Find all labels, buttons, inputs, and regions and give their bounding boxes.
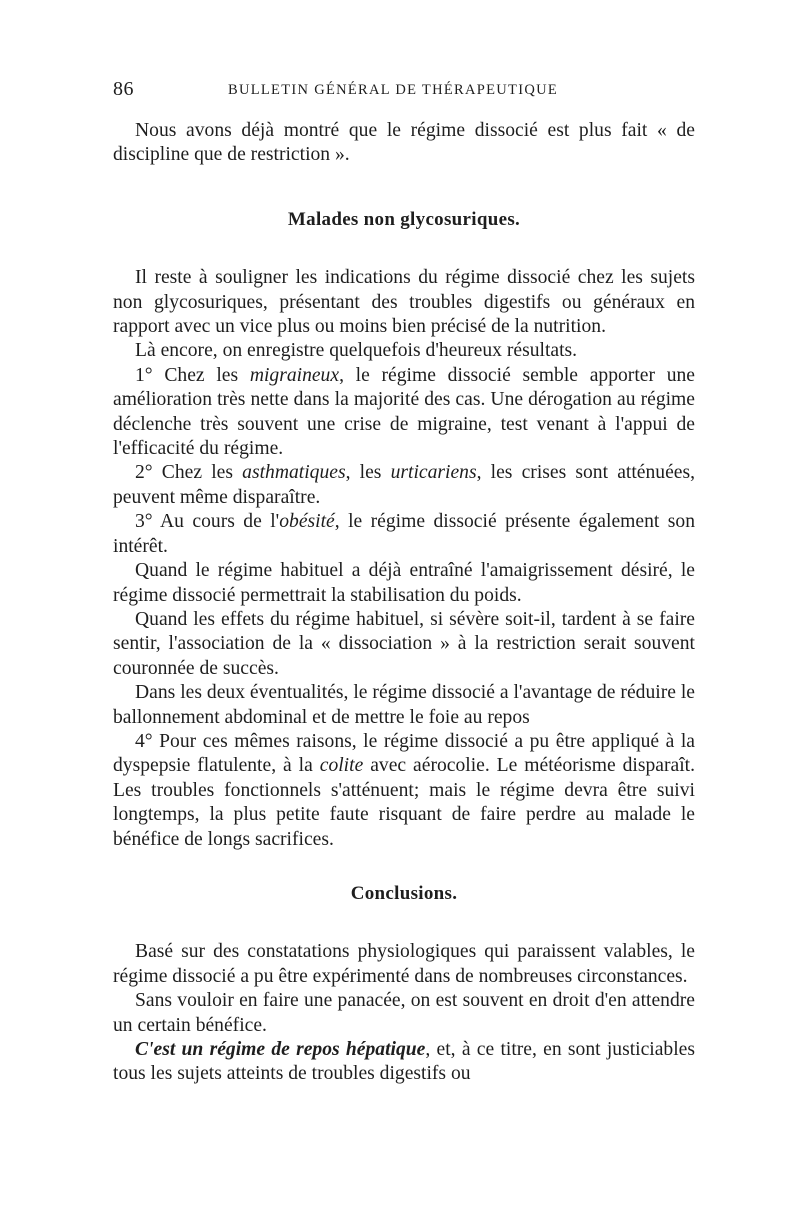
paragraph-constatations: Basé sur des constatations physiologiques qui paraissent valables, le régime dissocié a pu être expérimenté dans de nombreuses circonstances. [113,941,695,987]
paragraph-restriction: Quand les effets du régime habituel, si sévère soit-il, tardent à se faire sentir, l'association de la « dissociation » à la restriction serait souvent couronnée de succès. [113,608,695,679]
section-heading-malades: Malades non glycosuriques. [287,208,521,230]
body-text [113,119,695,1087]
paragraph-panacee: Sans vouloir en faire une panacée, on est souvent en droit d'en attendre un certain bénéfice. [113,990,695,1036]
paragraph-la-encore: Là encore, on enregistre quelquefois d'heureux résultats. [135,340,578,362]
paragraph-intro: Nous avons déjà montré que le régime dissocié est plus fait « de discipline que de restriction ». [113,120,695,166]
paragraph-colite: 4° Pour ces mêmes raisons, le régime dissocié a pu être appliqué à la dyspepsie flatulente, à la colite avec aérocolie. Le météorisme disparaît. Les troubles fonctionnels s'atténuent; mais le régime devra être suivi longtemps, la plus petite faute risquant de faire perdre au malade le bénéfice de longs sacrifices. [113,730,695,850]
paragraph-amaigrissement: Quand le régime habituel a déjà entraîné l'amaigrissement désiré, le régime dissocié permettrait la stabilisation du poids. [113,560,695,606]
page-header [113,78,703,100]
section-heading-conclusions: Conclusions. [350,882,458,904]
page-number: 86 [113,78,134,100]
running-title: BULLETIN GÉNÉRAL DE THÉRAPEUTIQUE [228,82,559,98]
paragraph-obesite: 3° Au cours de l'obésité, le régime dissocié présente également son intérêt. [113,511,695,557]
paragraph-migraineux: 1° Chez les migraineux, le régime dissocié semble apporter une amélioration très nette dans la majorité des cas. Une dérogation au régime déclenche très souvent une crise de migraine, test venant à l'appui de l'efficacité du régime. [113,364,695,460]
paragraph-eventualites: Dans les deux éventualités, le régime dissocié a l'avantage de réduire le ballonnement abdominal et de mettre le foie au repos [113,682,695,728]
paragraph-indications: Il reste à souligner les indications du régime dissocié chez les sujets non glycosuriques, présentant des troubles digestifs ou généraux en rapport avec un vice plus ou moins bien précisé de la nutrition. [113,267,695,338]
paragraph-repos-hepatique: C'est un régime de repos hépatique, et, à ce titre, en sont justiciables tous les sujets atteints de troubles digestifs ou [113,1039,695,1085]
paragraph-asthmatiques: 2° Chez les asthmatiques, les urticariens, les crises sont atténuées, peuvent même disparaître. [113,462,695,508]
